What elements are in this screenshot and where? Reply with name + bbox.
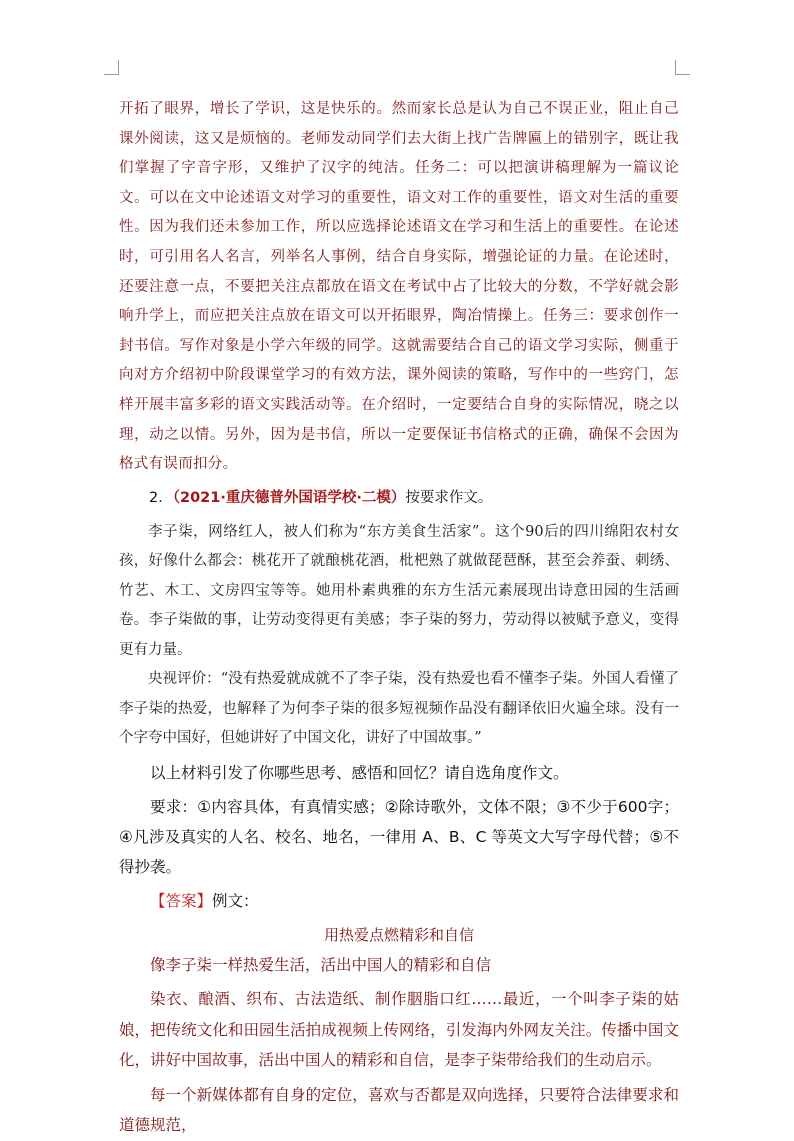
question-heading	[119, 484, 679, 512]
question-prompt: 按要求作文。	[405, 489, 493, 506]
answer-intro: 例文：	[212, 891, 259, 910]
page-content	[119, 95, 679, 1141]
essay-title: 用热爱点燃精彩和自信	[323, 925, 474, 944]
question-number: 2．	[149, 489, 173, 506]
answer-continuation-paragraph: 开拓了眼界，增长了学识，这是快乐的。然而家长总是认为自己不误正业，阻止自己课外阅读，这又是烦恼的。老师发动同学们去大街上找广告牌匾上的错别字，既让我们掌握了字音字形，又维护了汉字的纯洁。任务二：可以把演讲稿理解为一篇议论文。可以在文中论述语文对学习的重要性，语文对工作的重要性，语文对生活的重要性。因为我们还未参加工作，所以应选择论述语文在学习和生活上的重要性。在论述时，可引用名人名言，列举名人事例，结合自身实际，增强论证的力量。在论述时，还要注意一点，不要把关注点都放在语文在考试中占了比较大的分数，不学好就会影响升学上，而应把关注点放在语文可以开拓眼界，陶冶情操上。任务三：要求创作一封书信。写作对象是小学六年级的同学。这就需要结合自己的语文学习实际，侧重于向对方介绍初中阶段课堂学习的有效方法，课外阅读的策略，写作中的一些窍门，怎样开展丰富多彩的语文实践活动等。在介绍时，一定要结合自身的实际情况，晓之以理，动之以情。另外，因为是书信，所以一定要保证书信格式的正确，确保不会因为格式有误而扣分。	[119, 101, 679, 473]
question-source: （2021·重庆德普外国语学校·二模）	[172, 489, 406, 506]
essay-paragraph: 像李子柒一样热爱生活，活出中国人的精彩和自信	[150, 955, 492, 974]
answer-heading	[119, 886, 679, 916]
essay-paragraph: 每一个新媒体都有自身的定位，喜欢与否都是双向选择，只要符合法律要求和道德规范，	[119, 1085, 679, 1135]
writing-instruction: 以上材料引发了你哪些思考、感悟和回忆？请自选角度作文。	[150, 763, 569, 782]
margin-corner-mark-left	[104, 60, 119, 75]
essay-paragraph: 染衣、酿酒、织布、古法造纸、制作胭脂口红……最近，一个叫李子柒的姑娘，把传统文化和田园生活拍成视频上传网络，引发海内外网友关注。传播中国文化，讲好中国故事，活出中国人的精彩和自信，是李子柒带给我们的生动启示。	[119, 990, 679, 1070]
margin-corner-mark-right	[675, 60, 690, 75]
answer-label: 【答案】	[150, 891, 213, 910]
material-paragraph: 央视评价：“没有热爱就成就不了李子柒，没有热爱也看不懂李子柒。外国人看懂了李子柒的热爱，也解释了为何李子柒的很多短视频作品没有翻译依旧火遍全球。没有一个字夸中国好，但她讲好了中国文化，讲好了中国故事。”	[119, 671, 679, 747]
writing-requirements: 要求：①内容具体，有真情实感；②除诗歌外，文体不限；③不少于600字；④凡涉及真实的人名、校名、地名，一律用 A、B、C 等英文大写字母代替；⑤不得抄袭。	[119, 797, 679, 876]
material-paragraph: 李子柒，网络红人，被人们称为“东方美食生活家”。这个90后的四川绵阳农村女孩，好像什么都会：桃花开了就酿桃花酒，枇杷熟了就做琵琶酥，甚至会养蚕、刺绣、竹艺、木工、文房四宝等等。她用朴素典雅的东方生活元素展现出诗意田园的生活画卷。李子柒做的事，让劳动变得更有美感；李子柒的努力，劳动得以被赋予意义，变得更有力量。	[119, 523, 679, 658]
